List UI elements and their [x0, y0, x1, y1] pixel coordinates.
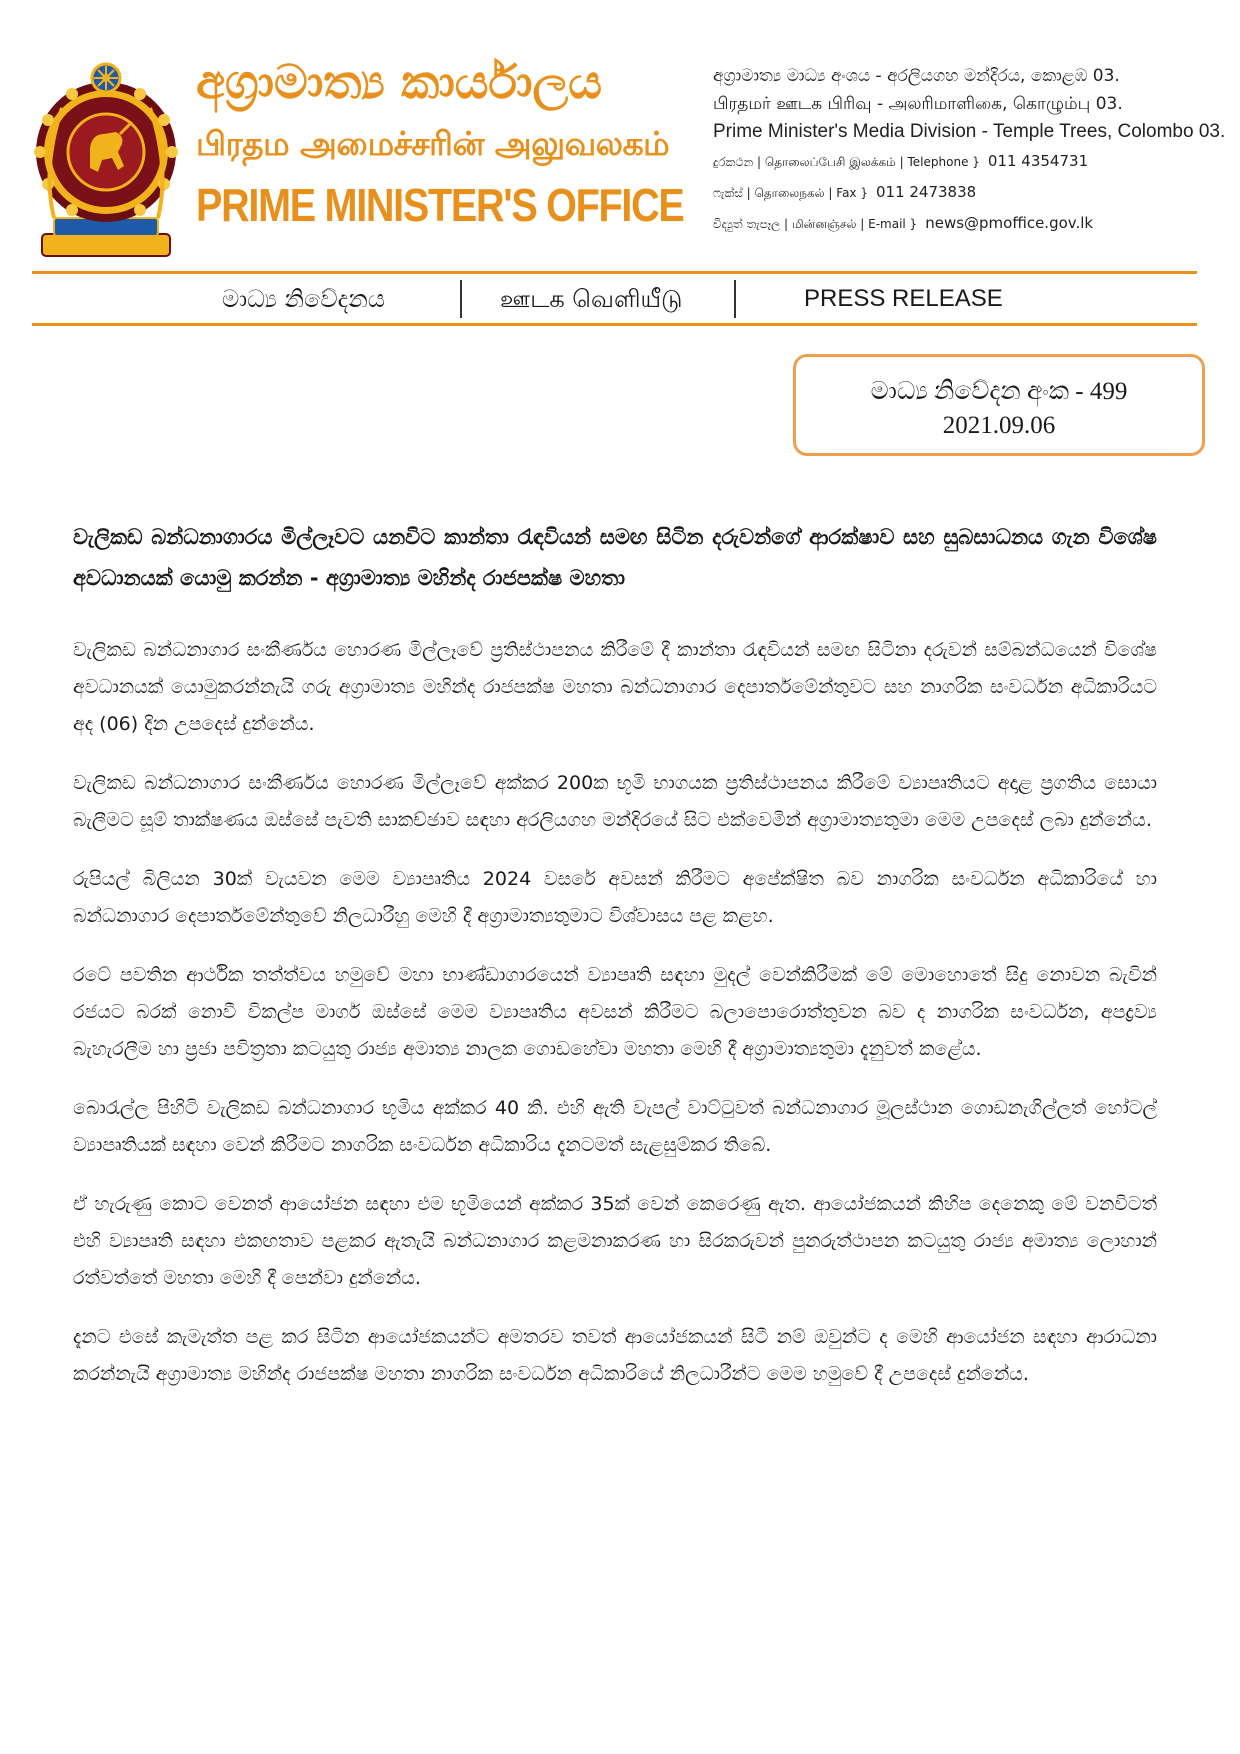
banner-label-tamil: ஊடக வெளியீடு [500, 285, 683, 313]
body-paragraph: දැනට එසේ කැමැත්ත පළ කර සිටින ආයෝජකයන්ට අමතරව තවත් ආයෝජකයන් සිටී නම් ඔවුන්ට ද මෙහි ආයෝජන සඳහා ආරාධනා කරන්නැයි අග්‍රාමාත්‍ය මහින්ද රාජපක්ෂ මහතා නාගරික සංවර්ධන අධිකාරියේ නිලධාරීන්ට මෙම හමුවේ දී උපදෙස් දුන්නේය. [73, 1326, 1157, 1385]
body-paragraph: බොරැල්ල පිහිටි වැලිකඩ බන්ධනාගාර භූමිය අක්කර 40 කි. එහි ඇති වැපල් වාට්ටුවත් බන්ධනාගාර මූලස්ථාන ගොඩනැගිල්ලත් හෝටල් ව්‍යාපෘතියක් සඳහා වෙන් කිරීමට නාගරික සංවර්ධන අධිකාරිය දැනටමත් සැළසුම්කර තිබේ. [73, 1097, 1157, 1156]
telephone-label: දුරකථන | தொலைப்பேசி இலக்கம் | Telephone } [713, 155, 980, 169]
office-titles [196, 52, 684, 236]
body-paragraph: වැලිකඩ බන්ධනාගාර සංකීර්ණය හොරණ මිල්ලෑවේ අක්කර 200ක භූමි භාගයක ප්‍රතිස්ථාපනය කිරීමේ ව්‍යාපෘතියට අදාළ ප්‍රගතිය සොයා බැලීමට සූම් තාක්ෂණය ඔස්සේ පැවති සාකච්ඡාව සඳහා අරලියගහ මන්දිරයේ සිට එක්වෙමින් අග්‍රාමාත්‍යතුමා මෙම උපදෙස් ලබා දුන්නේය. [73, 772, 1157, 831]
body-paragraph: රටේ පවතින ආර්ථික තත්ත්වය හමුවේ මහා භාණ්ඩාගාරයෙන් ව්‍යාපෘති සඳහා මුදල් වෙන්කිරීමක් මේ මොහොතේ සිදු නොවන බැවින් රජයට බරක් නොවී විකල්ප මාර්ග ඔස්සේ මෙම ව්‍යාපෘතිය අවසන් කිරීමට බලාපොරොත්තුවන බව ද නාගරික සංවර්ධන, අපද්‍රව්‍ය බැහැරලීම හා ප්‍රජා පවිත්‍රතා කටයුතු රාජ්‍ය අමාත්‍ය නාලක ගොඩහේවා මහතා මෙහි දී අග්‍රාමාත්‍යතුමා දැනුවත් කළේය. [73, 964, 1157, 1060]
header-rule-top [32, 271, 1197, 274]
email-address: news@pmoffice.gov.lk [925, 214, 1094, 232]
banner-label-english: PRESS RELEASE [804, 285, 1003, 312]
press-release-banner [32, 276, 1197, 322]
office-title-tamil: பிரதம அமைச்சரின் அலுவலகம் [196, 124, 670, 163]
banner-divider [734, 280, 736, 318]
banner-label-sinhala: මාධ්‍ය නිවේදනය [222, 285, 385, 313]
header-rule-bottom [32, 323, 1197, 326]
fax-number: 011 2473838 [875, 183, 977, 201]
reference-box [793, 354, 1205, 456]
fax-label: ෆැක්ස් | தொலைநகல் | Fax } [713, 186, 868, 200]
division-sinhala: අග්‍රාමාත්‍ය මාධ්‍ය අංශය - අරලියගහ මන්දිරය, කොළඹ 03. [713, 66, 1120, 86]
body-paragraph: වැලිකඩ බන්ධනාගාර සංකීර්ණය හොරණ මිල්ලෑවේ ප්‍රතිස්ථාපනය කිරීමේ දී කාන්තා රැඳවියන් සමඟ සිටිනා දරුවන් සම්බන්ධයෙන් විශේෂ අවධානයක් යොමුකරන්නැයි ගරු අග්‍රාමාත්‍ය මහින්ද රාජපක්ෂ මහතා බන්ධනාගාර දෙපාර්තමේන්තුවට සහ නාගරික සංවර්ධන අධිකාරියට අද (06) දින උපදෙස් දුන්නේය. [73, 639, 1157, 735]
body-paragraph: ඒ හැරුණු කොට වෙනත් ආයෝජන සඳහා එම භූමියෙන් අක්කර 35ක් වෙන් කෙරෙණු ඇත. ආයෝජකයන් කිහිප දෙනෙකු මේ වනවිටත් එහි ව්‍යාපෘති සඳහා එකඟතාව පළකර ඇතැයි බන්ධනාගාර කළමනාකරණ හා සිරකරුවන් පුනරුත්ථාපන කටයුතු රාජ්‍ය අමාත්‍ය ලොහාන් රත්වත්තේ මහතා මෙහි දී පෙන්වා දුන්නේය. [73, 1193, 1157, 1289]
contact-block [713, 62, 1226, 239]
office-title-english: PRIME MINISTER'S OFFICE [196, 179, 684, 231]
email-label: විද්‍යුත් තැපෑල | மின்னஞ்சல் | E-mail } [713, 217, 918, 231]
division-english: Prime Minister's Media Division - Temple Trees, Colombo 03. [713, 121, 1226, 142]
release-date: 2021.09.06 [942, 412, 1056, 439]
banner-divider [460, 280, 462, 318]
telephone-row [713, 146, 1213, 177]
body-paragraph: රුපියල් බිලියන 30ක් වැයවන මෙම ව්‍යාපෘතිය 2024 වසරේ අවසන් කිරීමට අපේක්ෂිත බව නාගරික සංවර්ධන අධිකාරියේ හා බන්ධනාගාර දෙපාර්තමේන්තුවේ නිලධාරීහු මෙහි දී අග්‍රාමාත්‍යතුමාට විශ්වාසය පළ කළහ. [73, 868, 1157, 927]
emblem-logo [32, 48, 180, 262]
fax-row [713, 177, 1213, 208]
telephone-number: 011 4354731 [987, 152, 1089, 170]
release-number: මාධ්‍ය නිවේදන අංක - 499 [870, 378, 1128, 405]
office-title-sinhala: අග්‍රාමාත්‍ය කාර්යාලය [196, 55, 603, 110]
division-tamil: பிரதமர் ஊடக பிரிவு - அலரிமாளிகை, கொழும்பு 03. [713, 94, 1123, 114]
headline: වැලිකඩ බන්ධනාගාරය මිල්ලෑවට යනවිට කාන්තා රැඳවියන් සමඟ සිටින දරුවන්ගේ ආරක්ෂාව සහ සුබසාධනය ගැන විශේෂ අවධානයක් යොමු කරන්න - අග්‍රාමාත්‍ය මහින්ද රාජපක්ෂ මහතා [73, 525, 1157, 590]
email-row [713, 208, 1213, 239]
sri-lanka-emblem-icon [32, 48, 180, 262]
article-body [73, 632, 1157, 1415]
